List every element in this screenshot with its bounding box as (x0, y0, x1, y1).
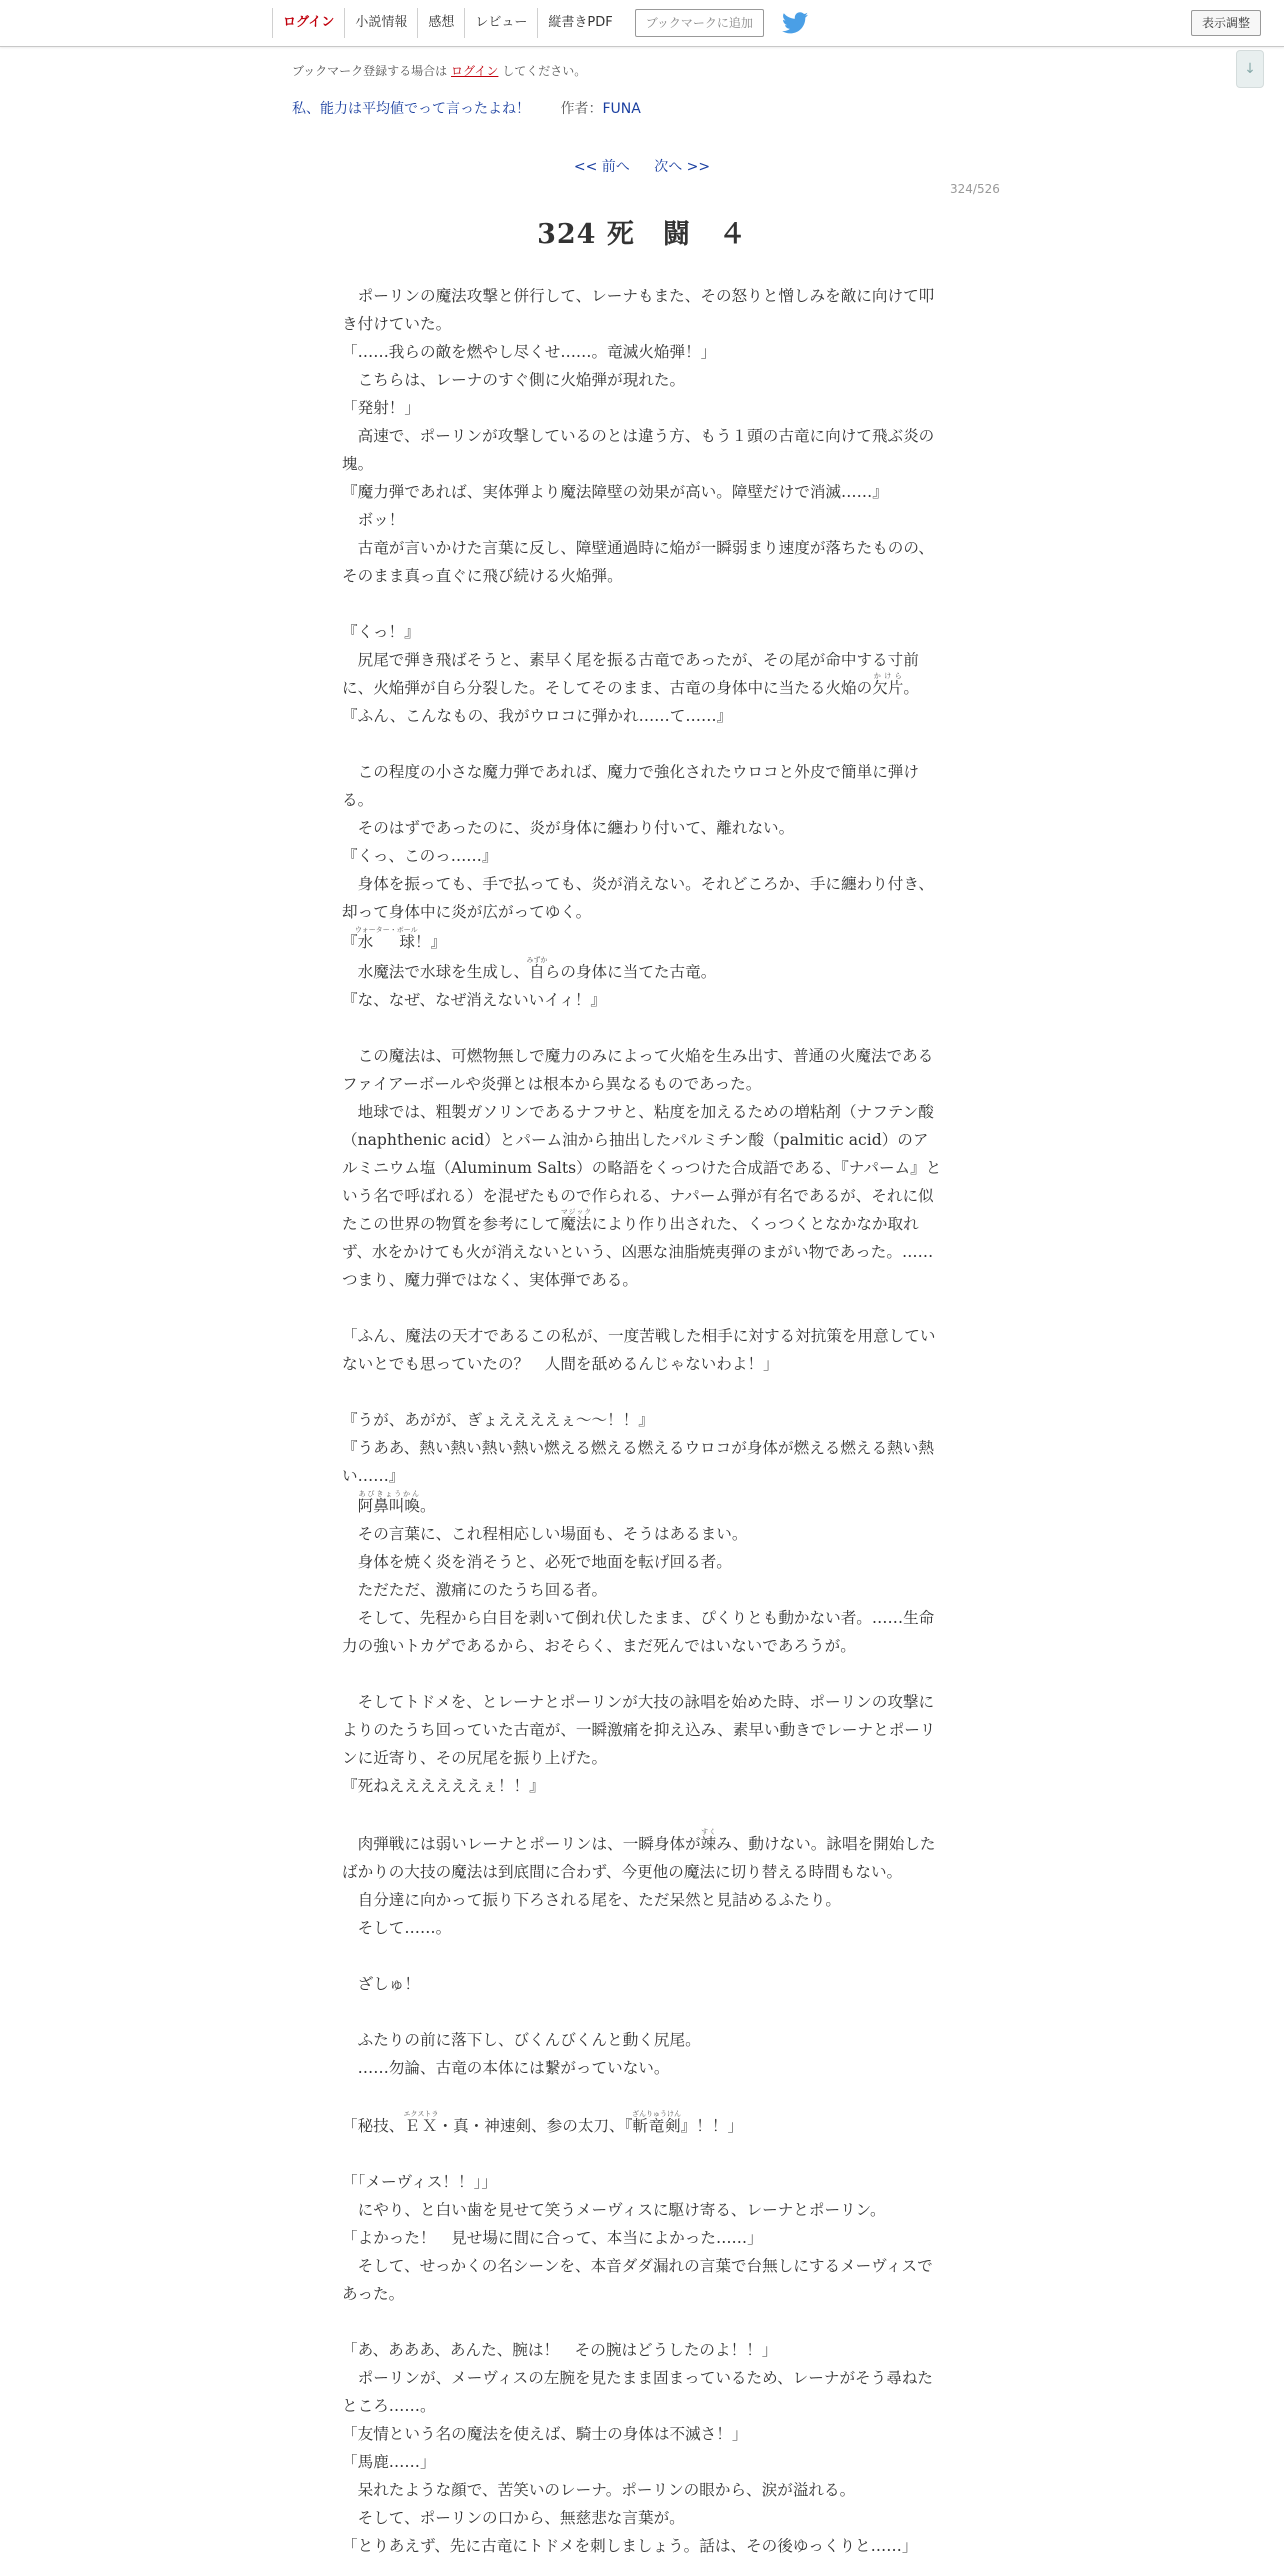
top-navigation-bar (0, 0, 1284, 47)
ruby-base: 竦 (700, 1835, 717, 1853)
ruby-text: エクストラ (403, 2110, 439, 2118)
ruby-zanryuuken (632, 2110, 682, 2135)
chapter-count: 324/526 (950, 182, 1000, 196)
ruby-sukumi (700, 1828, 717, 1853)
body-paragraph: こちらは、レーナのすぐ側に火焔弾が現れた。 (342, 371, 686, 389)
body-blank-line (342, 730, 942, 758)
add-bookmark-button[interactable]: ブックマークに追加 (635, 9, 764, 37)
body-text: み、動けない。詠唱を開始したばかりの大技の魔法は到底間に合わず、今更他の魔法に切り替える時間もない。 (342, 1835, 936, 1881)
author-label: 作者： (560, 101, 603, 117)
body-paragraph (342, 1490, 942, 1520)
body-paragraph: 「……我らの敵を燃やし尽くせ……。竜滅火焔弾！」 (342, 343, 717, 361)
body-paragraph (342, 1828, 942, 1886)
body-blank-line (342, 1942, 942, 1970)
body-paragraph: 『な、なぜ、なぜ消えないいイィ！』 (342, 991, 607, 1009)
next-chapter-link[interactable]: 次へ >> (654, 159, 711, 175)
ruby-text: すく (700, 1828, 717, 1836)
ruby-text: かけら (872, 672, 904, 680)
body-blank-line (342, 2308, 942, 2336)
body-paragraph: にやり、と白い歯を見せて笑うメーヴィスに駆け寄る、レーナとポーリン。 (342, 2201, 886, 2219)
nav-pdf-link[interactable]: 縦書きPDF (537, 8, 622, 38)
body-paragraph: この程度の小さな魔力弾であれば、魔力で強化されたウロコと外皮で簡単に弾ける。 (342, 763, 919, 809)
ruby-extra (403, 2110, 439, 2135)
body-paragraph (342, 2110, 942, 2140)
body-paragraph: 身体を焼く炎を消そうと、必死で地面を転げ回る者。 (342, 1553, 732, 1571)
body-paragraph: 「「メーヴィス！！」」 (342, 2173, 497, 2191)
body-paragraph: 「友情という名の魔法を使えば、騎士の身体は不滅さ！」 (342, 2425, 748, 2443)
body-paragraph: そして……。 (342, 1919, 452, 1937)
body-paragraph: ふたりの前に落下し、びくんびくんと動く尻尾。 (342, 2031, 701, 2049)
ruby-base: 自 (526, 963, 548, 981)
body-paragraph: 『死ねええええええぇ！！』 (342, 1777, 545, 1795)
body-paragraph: その言葉に、これ程相応しい場面も、そうはあるまい。 (342, 1525, 748, 1543)
login-note-after: してください。 (502, 64, 587, 78)
twitter-bird-icon[interactable] (782, 12, 808, 34)
scroll-down-button[interactable]: ↓ (1236, 50, 1264, 88)
body-blank-line (342, 1378, 942, 1406)
nav-review-link[interactable]: レビュー (464, 8, 537, 38)
ruby-base: 阿鼻叫喚 (357, 1497, 420, 1515)
chapter-body (342, 282, 942, 2560)
body-text: ！』 (414, 933, 447, 951)
body-paragraph: 『ふん、こんなもの、我がウロコに弾かれ……て……』 (342, 707, 733, 725)
novel-title-link[interactable]: 私、能力は平均値でって言ったよね！ (292, 101, 530, 117)
ruby-text: みずか (526, 956, 548, 964)
body-paragraph: 古竜が言いかけた言葉に反し、障壁通過時に焔が一瞬弱まり速度が落ちたものの、そのまま真っ直ぐに飛び続ける火焔弾。 (342, 539, 934, 585)
body-paragraph: 「馬鹿……」 (342, 2453, 436, 2471)
body-text (342, 1497, 358, 1515)
body-paragraph: ポーリンの魔法攻撃と併行して、レーナもまた、その怒りと憎しみを敵に向けて叩き付けていた。 (342, 287, 935, 333)
body-paragraph: ざしゅ！ (342, 1975, 420, 1993)
body-paragraph: 『魔力弾であれば、実体弾より魔法障壁の効果が高い。障壁だけで消滅……』 (342, 483, 888, 501)
body-paragraph: ただただ、激痛にのたうち回る者。 (342, 1581, 608, 1599)
body-blank-line (342, 2082, 942, 2110)
body-text: ・真・神速剣、参の太刀、『 (437, 2117, 633, 2135)
ruby-mizukara (526, 956, 548, 981)
ruby-magic (560, 1208, 592, 1233)
login-note-before: ブックマーク登録する場合は (292, 64, 448, 78)
ruby-base: 水 球 (354, 933, 418, 951)
bookmark-login-note (292, 62, 586, 79)
ruby-text: あびきょうかん (357, 1490, 420, 1498)
body-paragraph: ……勿論、古竜の本体には繋がっていない。 (342, 2059, 670, 2077)
body-text: 地球では、粗製ガソリンであるナフサと、粘度を加えるための増粘剤（ナフテン酸（naphthenic acid）とパーム油から抽出したパルミチン酸（palmitic acid）のアルミニウム塩（Aluminum Salts）の略語をくっつけた合成語である、『ナパーム』という名で呼ばれる）を混ぜたもので作られる、ナパーム弾が有名であるが、それに似たこの世界の物質を参考にして (342, 1103, 942, 1233)
ruby-base: 魔法 (560, 1215, 592, 1233)
body-paragraph: 「とりあえず、先に古竜にトドメを刺しましょう。話は、その後ゆっくりと……」 (342, 2537, 918, 2555)
body-text: 』！！」 (680, 2117, 744, 2135)
body-text: らの身体に当てた古竜。 (544, 963, 717, 981)
body-blank-line (342, 1294, 942, 1322)
body-paragraph (342, 1098, 942, 1294)
body-paragraph: 『うああ、熱い熱い熱い熱い燃える燃える燃えるウロコが身体が燃える燃える熱い熱い……』 (342, 1439, 934, 1485)
ruby-base: 欠片 (872, 679, 904, 697)
body-text: 水魔法で水球を生成し、 (342, 963, 530, 981)
body-paragraph: そして、せっかくの名シーンを、本音ダダ漏れの言葉で台無しにするメーヴィスであった。 (342, 2257, 933, 2303)
chapter-pager (0, 156, 1284, 176)
ruby-text: ざんりゅうけん (632, 2110, 682, 2118)
ruby-base: ＥＸ (403, 2117, 439, 2135)
body-text: 「秘技、 (342, 2117, 405, 2135)
nav-login-link[interactable]: ログイン (272, 8, 344, 38)
body-paragraph: ポーリンが、メーヴィスの左腕を見たまま固まっているため、レーナがそう尋ねたところ……。 (342, 2369, 934, 2415)
ruby-text: ウォーター・ボール (354, 926, 418, 934)
login-note-link[interactable]: ログイン (451, 64, 499, 78)
body-paragraph: そのはずであったのに、炎が身体に纏わり付いて、離れない。 (342, 819, 795, 837)
ruby-base: 斬竜剣 (632, 2117, 682, 2135)
body-paragraph: 「ふん、魔法の天才であるこの私が、一度苦戦した相手に対する対抗策を用意していないとでも思っていたの？ 人間を舐めるんじゃないわよ！」 (342, 1327, 936, 1373)
body-paragraph: 「発射！」 (342, 399, 420, 417)
ruby-kakera (872, 672, 904, 697)
nav-novel-info-link[interactable]: 小説情報 (344, 8, 417, 38)
body-paragraph: 自分達に向かって振り下ろされる尾を、ただ呆然と見詰めるふたり。 (342, 1891, 842, 1909)
body-blank-line (342, 1800, 942, 1828)
body-blank-line (342, 1998, 942, 2026)
novel-header (292, 98, 641, 118)
body-text: 『 (342, 933, 358, 951)
body-blank-line (342, 590, 942, 618)
body-paragraph (342, 956, 942, 986)
body-paragraph: 身体を振っても、手で払っても、炎が消えない。それどころか、手に纏わり付き、却って身体中に炎が広がってゆく。 (342, 875, 934, 921)
body-paragraph: 呆れたような顔で、苦笑いのレーナ。ポーリンの眼から、涙が溢れる。 (342, 2481, 856, 2499)
body-paragraph: 『くっ！』 (342, 623, 420, 641)
body-text: 。 (420, 1497, 436, 1515)
body-paragraph: 尻尾で弾き飛ばそうと、素早く尾を振る古竜であったが、その尾が命中する寸前に、火焔弾が自ら分裂した。そしてそのまま、古竜の身体中に当たる火焔の欠片かけら。 (342, 651, 920, 697)
prev-chapter-link[interactable]: << 前へ (573, 159, 630, 175)
nav-impression-link[interactable]: 感想 (417, 8, 464, 38)
body-paragraph: 「あ、あああ、あんた、腕は！ その腕はどうしたのよ！！」 (342, 2341, 778, 2359)
body-paragraph: この魔法は、可燃物無しで魔力のみによって火焔を生み出す、普通の火魔法であるファイアーボールや炎弾とは根本から異なるものであった。 (342, 1047, 934, 1093)
body-paragraph (342, 926, 942, 956)
body-paragraph: 「よかった！ 見せ場に間に合って、本当によかった……」 (342, 2229, 763, 2247)
body-blank-line (342, 2140, 942, 2168)
body-paragraph: そして、ポーリンの口から、無慈悲な言葉が。 (342, 2509, 685, 2527)
body-paragraph: 『うが、あがが、ぎょええええぇ～～！！』 (342, 1411, 654, 1429)
body-blank-line (342, 1660, 942, 1688)
ruby-abikyoukan (357, 1490, 420, 1515)
body-paragraph: ボッ！ (342, 511, 405, 529)
author-link[interactable]: FUNA (602, 101, 641, 117)
body-paragraph: 『くっ、このっ……』 (342, 847, 498, 865)
ruby-text: マジック (560, 1208, 592, 1216)
ruby-water-ball (354, 926, 418, 951)
body-text: 尻尾で弾き飛ばそうと、素早く尾を振る古竜であったが、その尾が命中する寸前に、火焔弾が自ら分裂した。そしてそのまま、古竜の身体中に当たる火焔の (342, 651, 919, 697)
body-text: 肉弾戦には弱いレーナとポーリンは、一瞬身体が (342, 1835, 701, 1853)
body-paragraph: そしてトドメを、とレーナとポーリンが大技の詠唱を始めた時、ポーリンの攻撃によりのたうち回っていた古竜が、一瞬激痛を抑え込み、素早い動きでレーナとポーリンに近寄り、その尻尾を振り上げた。 (342, 1693, 936, 1767)
display-settings-button[interactable]: 表示調整 (1191, 10, 1261, 36)
nav-menu (272, 8, 808, 38)
body-text: により作り出された、くっつくとなかなか取れず、水をかけても火が消えないという、凶悪な油脂焼夷弾のまがい物であった。……つまり、魔力弾ではなく、実体弾である。 (342, 1215, 934, 1289)
body-paragraph: 高速で、ポーリンが攻撃しているのとは違う方、もう１頭の古竜に向けて飛ぶ炎の塊。 (342, 427, 935, 473)
body-blank-line (342, 1014, 942, 1042)
chapter-title: 324 死 闘 ４ (537, 219, 747, 250)
body-paragraph: そして、先程から白目を剥いて倒れ伏したまま、ぴくりとも動かない者。……生命力の強いトカゲであるから、おそらく、まだ死んではいないであろうが。 (342, 1609, 935, 1655)
